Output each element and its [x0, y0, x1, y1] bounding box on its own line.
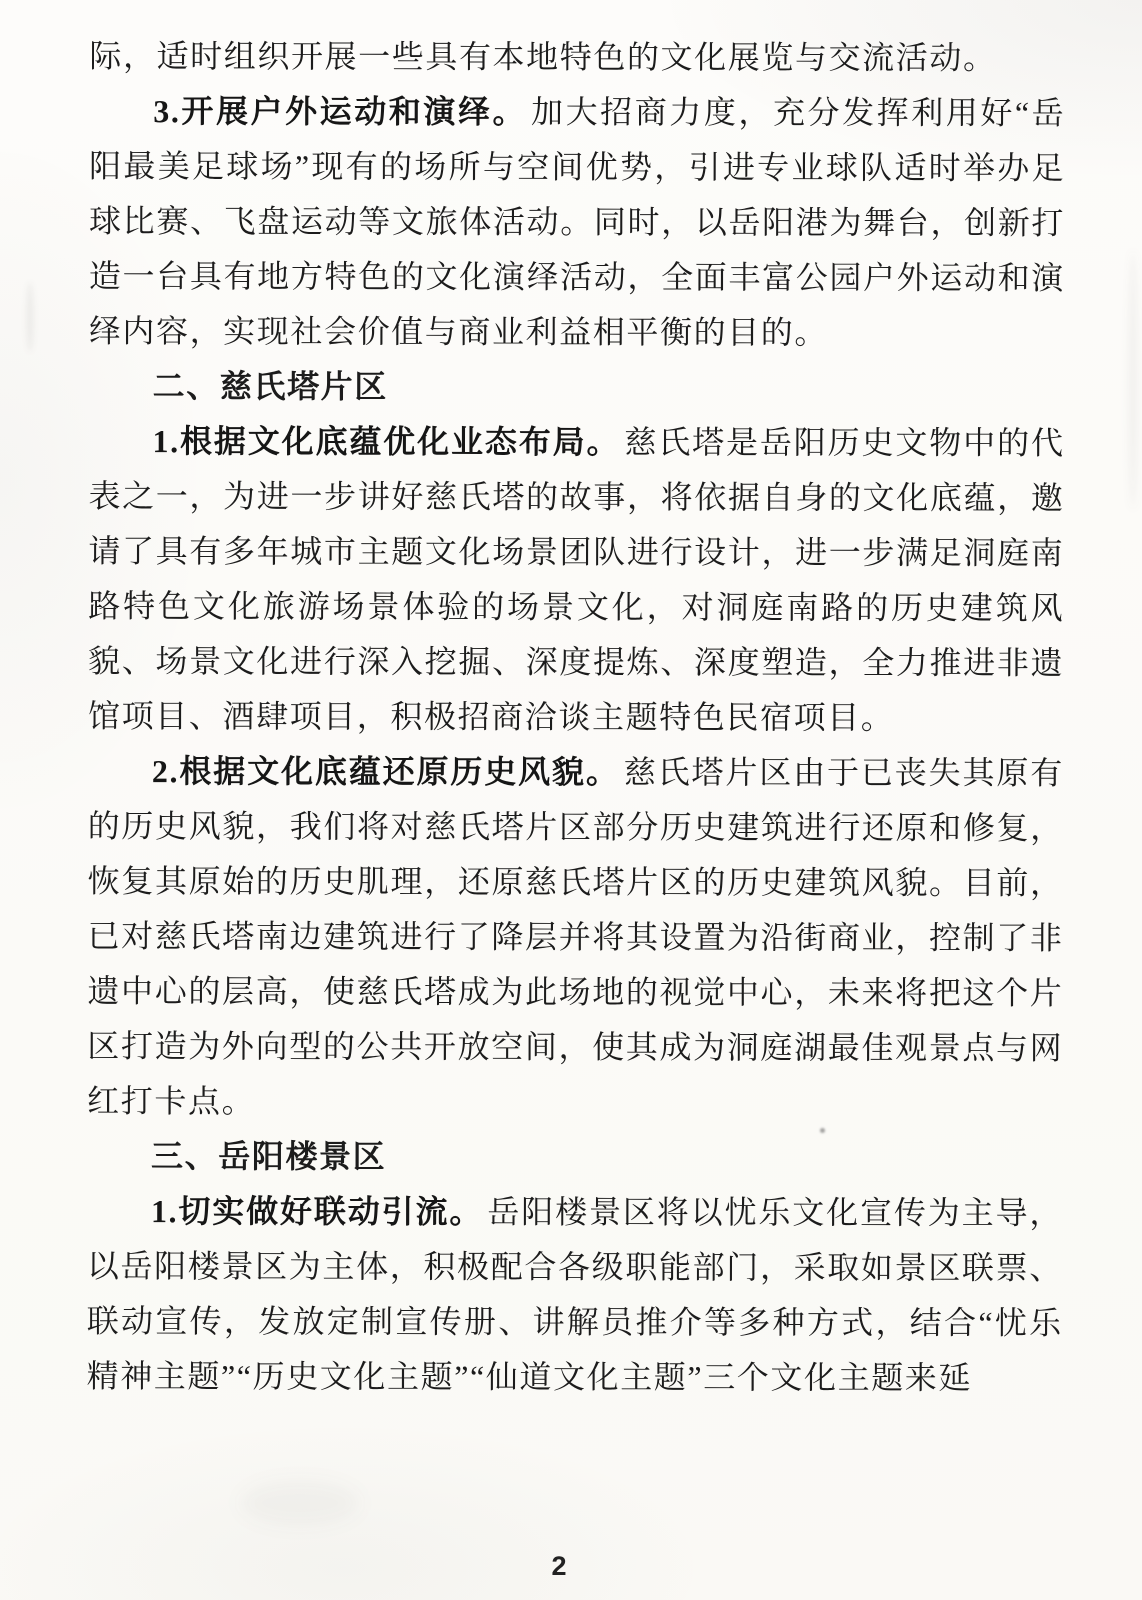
paragraph [89, 84, 1066, 361]
paragraph-text: 慈氏塔是岳阳历史文物中的代表之一，为进一步讲好慈氏塔的故事，将依据自身的文化底蕴，邀请了具有多年城市主题文化场景团队进行设计，进一步满足洞庭南路特色文化旅游场景体验的场景文化，对洞庭南路的历史建筑风貌、场景文化进行深入挖掘、深度提炼、深度塑造，全力推进非遗馆项目、酒肆项目，积极招商洽谈主题特色民宿项目。 [87, 424, 1065, 736]
paragraph-lead: 1.根据文化底蕴优化业态布局。 [152, 423, 621, 461]
section-heading [87, 1129, 1063, 1186]
paragraph-text: 岳阳楼景区将以忧乐文化宣传为主导，以岳阳楼景区为主体，积极配合各级职能部门，采取如景区联票、联动宣传，发放定制宣传册、讲解员推介等多种方式，结合“忧乐精神主题”“历史文化主题”“仙道文化主题”三个文化主题来延 [86, 1193, 1064, 1396]
document-body [87, 29, 1066, 1406]
paragraph-continuation [89, 29, 1065, 86]
section-heading-text: 二、慈氏塔片区 [152, 368, 388, 405]
paragraph-text: 加大招商力度，充分发挥利用好“岳阳最美足球场”现有的场所与空间优势，引进专业球队适时举办足球比赛、飞盘运动等文旅体活动。同时，以岳阳港为舞台，创新打造一台具有地方特色的文化演绎活动，全面丰富公园户外运动和演绎内容，实现社会价值与商业利益相平衡的目的。 [88, 93, 1066, 351]
paragraph [87, 744, 1064, 1131]
paragraph-lead: 1.切实做好联动引流。 [150, 1193, 484, 1230]
scan-smudge [26, 282, 34, 352]
paragraph [87, 1184, 1063, 1406]
section-heading-text: 三、岳阳楼景区 [151, 1138, 387, 1175]
scan-smudge [240, 1480, 360, 1526]
paragraph [88, 414, 1065, 746]
paragraph-lead: 2.根据文化底蕴还原历史风貌。 [151, 753, 620, 791]
scan-smudge [1128, 250, 1138, 510]
paragraph-text: 际，适时组织开展一些具有本地特色的文化展览与交流活动。 [89, 37, 997, 76]
page-number: 2 [551, 1551, 567, 1581]
paragraph-text: 慈氏塔片区由于已丧失其原有的历史风貌，我们将对慈氏塔片区部分历史建筑进行还原和修复，恢复其原始的历史肌理，还原慈氏塔片区的历史建筑风貌。目前，已对慈氏塔南边建筑进行了降层并将其设置为沿街商业，控制了非遗中心的层高，使慈氏塔成为此场地的视觉中心，未来将把这个片区打造为外向型的公共开放空间，使其成为洞庭湖最佳观景点与网红打卡点。 [87, 754, 1064, 1120]
paragraph-lead: 3.开展户外运动和演绎。 [153, 93, 528, 130]
section-heading [89, 359, 1065, 416]
